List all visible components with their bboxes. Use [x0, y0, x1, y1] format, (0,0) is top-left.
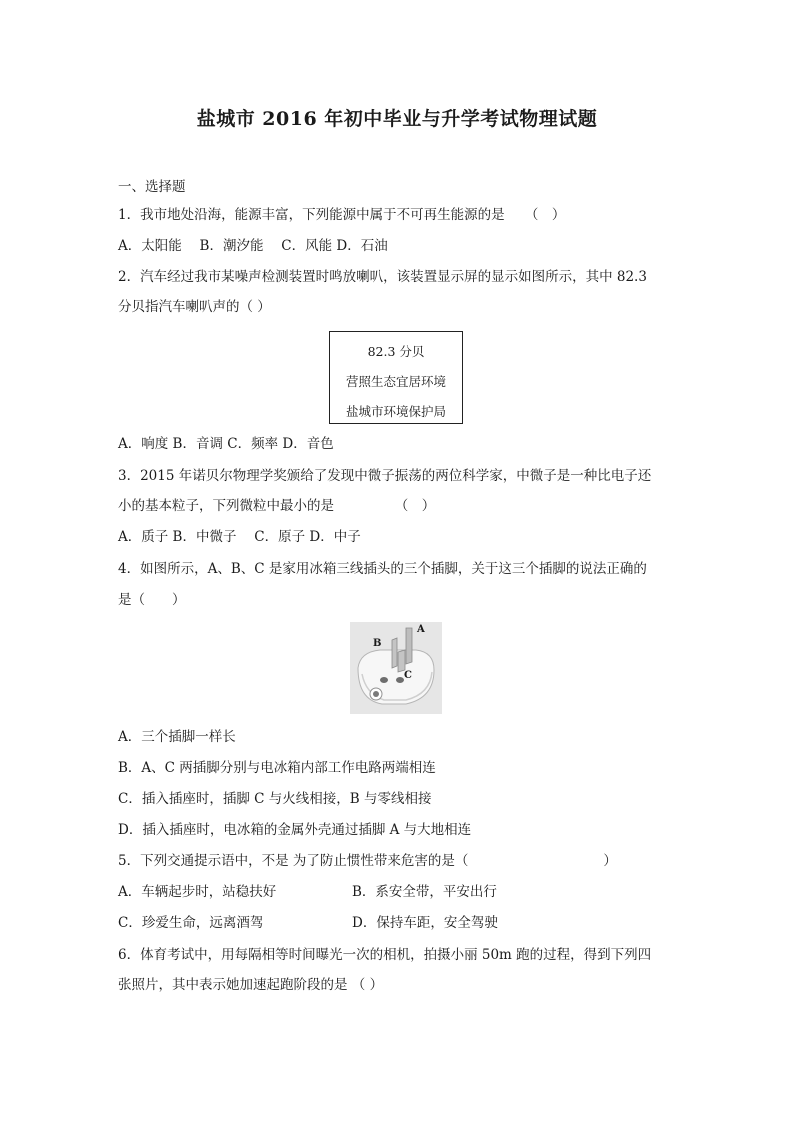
q5-option-a: A．车辆起步时，站稳扶好 — [118, 884, 277, 900]
plug-figure — [350, 622, 442, 714]
exam-title: 盐城市 2016 年初中毕业与升学考试物理试题 — [196, 108, 598, 130]
q3-stem-line2: 小的基本粒子，下列微粒中最小的是 （ ） — [118, 498, 436, 514]
q4-stem-line2: 是（ ） — [118, 592, 186, 608]
q4-stem-line1: 4．如图所示，A、B、C 是家用冰箱三线插头的三个插脚，关于这三个插脚的说法正确的 — [118, 561, 647, 577]
q6-stem-line2: 张照片，其中表示她加速起跑阶段的是 （ ） — [118, 977, 384, 993]
q6-stem-line1: 6．体育考试中，用每隔相等时间曝光一次的相机，拍摄小丽 50m 跑的过程，得到下列四 — [118, 947, 652, 963]
q1-options: A．太阳能 B．潮汐能 C．风能 D．石油 — [118, 238, 388, 254]
q5-option-b: B．系安全带，平安出行 — [352, 884, 497, 900]
q3-stem-line1: 3．2015 年诺贝尔物理学奖颁给了发现中微子振荡的两位科学家，中微子是一种比电子还 — [118, 468, 652, 484]
q5-option-d: D．保持车距，安全驾驶 — [352, 915, 498, 931]
q4-option-a: A．三个插脚一样长 — [118, 729, 236, 745]
three-pin-plug-illustration — [350, 622, 442, 714]
q1-stem: 1．我市地处沿海，能源丰富，下列能源中属于不可再生能源的是 （ ） — [118, 207, 566, 223]
q2-stem-line1: 2．汽车经过我市某噪声检测装置时鸣放喇叭，该装置显示屏的显示如图所示，其中 82.3 — [118, 269, 647, 285]
display-agency: 盐城市环境保护局 — [345, 404, 446, 419]
q4-option-b: B．A、C 两插脚分别与电冰箱内部工作电路两端相连 — [118, 760, 436, 776]
pin-label-c: C — [404, 670, 412, 681]
noise-display-figure — [329, 331, 463, 424]
q5-stem: 5．下列交通提示语中，不是 为了防止惯性带来危害的是（ ） — [118, 853, 617, 869]
q2-options: A．响度 B．音调 C．频率 D．音色 — [118, 436, 334, 452]
q2-stem-line2: 分贝指汽车喇叭声的（ ） — [118, 299, 271, 315]
pin-label-a: A — [417, 624, 425, 635]
display-slogan: 营照生态宜居环境 — [345, 374, 446, 389]
q3-options: A．质子 B．中微子 C．原子 D．中子 — [118, 529, 361, 545]
display-reading: 82.3 分贝 — [367, 344, 425, 359]
q4-option-c: C．插入插座时，插脚 C 与火线相接，B 与零线相接 — [118, 791, 432, 807]
pin-label-b: B — [373, 638, 382, 649]
q5-option-c: C．珍爱生命，远离酒驾 — [118, 915, 264, 931]
q4-option-d: D．插入插座时，电冰箱的金属外壳通过插脚 A 与大地相连 — [118, 822, 472, 838]
section-heading: 一、选择题 — [118, 179, 186, 195]
